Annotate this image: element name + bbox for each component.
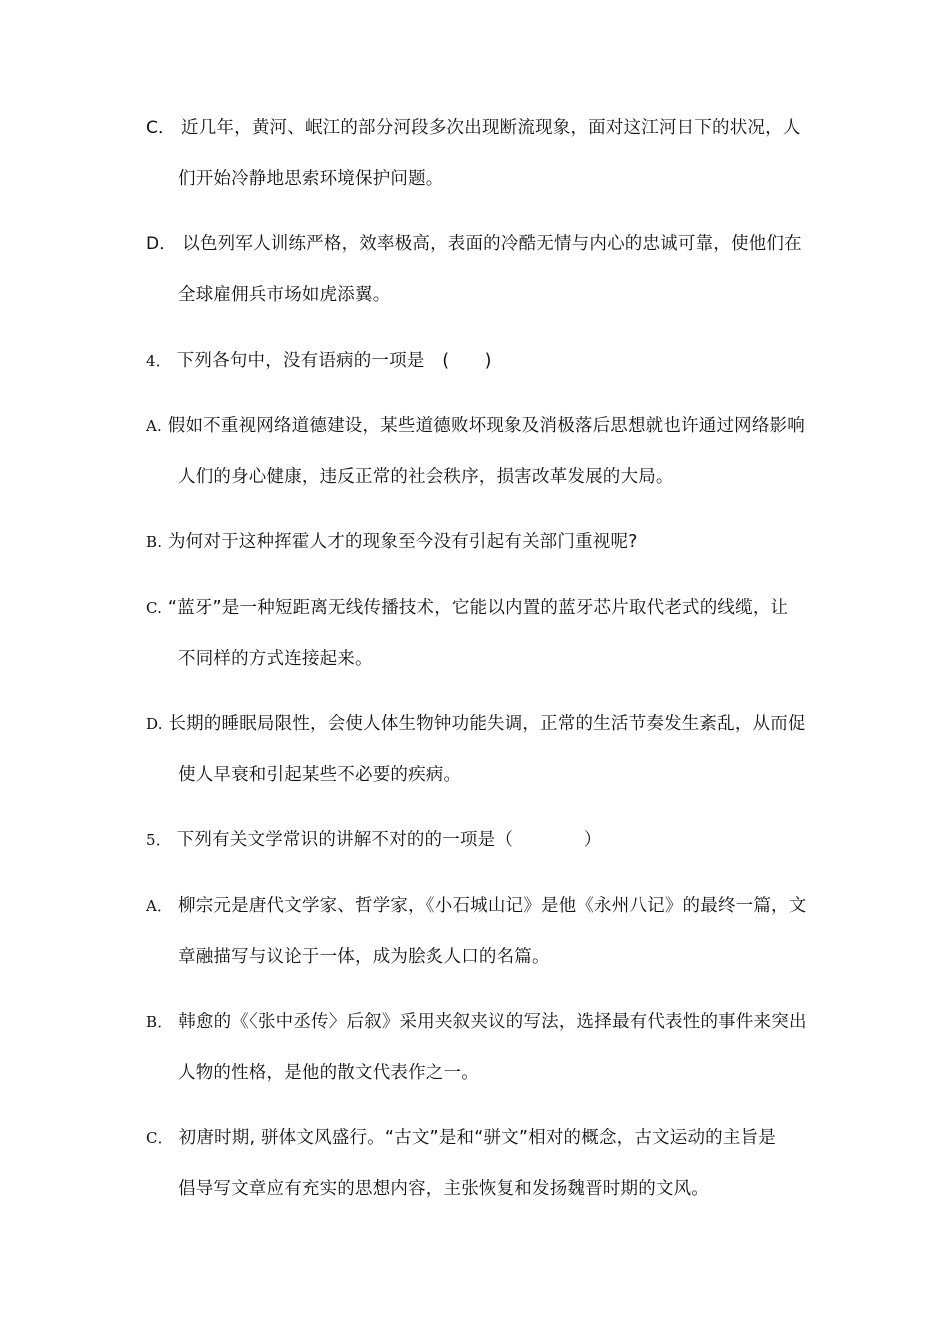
question-number: 4． <box>146 352 171 370</box>
q4-option-c-line-2: 不同样的方式连接起来。 <box>178 649 373 669</box>
q4-option-a-line-1 <box>146 415 805 437</box>
option-marker: B. <box>146 533 163 551</box>
option-marker: A. <box>146 417 163 435</box>
q5-option-a-line-2: 章融描写与议论于一体，成为脍炙人口的名篇。 <box>178 947 550 967</box>
option-marker: A． <box>146 897 173 915</box>
q4-option-d-line-2: 使人早衰和引起某些不必要的疾病。 <box>178 765 462 785</box>
q5-option-b-line-2: 人物的性格，是他的散文代表作之一。 <box>178 1063 479 1083</box>
option-text: 韩愈的《〈张中丞传〉后叙》采用夹叙夹议的写法，选择最有代表性的事件来突出 <box>178 1012 807 1032</box>
option-marker: C． <box>146 1129 173 1147</box>
q4-option-d-line-1 <box>146 713 806 735</box>
q4-option-b-line-1 <box>146 531 638 553</box>
option-marker: D． <box>146 234 177 254</box>
q5-option-c-line-2: 倡导写文章应有充实的思想内容，主张恢复和发扬魏晋时期的文风。 <box>178 1179 709 1199</box>
option-text: 长期的睡眠局限性，会使人体生物钟功能失调，正常的生活节奏发生紊乱，从而促 <box>168 714 806 734</box>
option-marker: C． <box>146 118 176 138</box>
question-text: 下列有关文学常识的讲解不对的的一项是（ ） <box>176 830 602 850</box>
option-marker: D. <box>146 715 163 733</box>
q5-option-a-line-1 <box>146 895 806 917</box>
option-c-line-1 <box>146 117 801 139</box>
option-text: 假如不重视网络道德建设，某些道德败坏现象及消极落后思想就也许通过网络影响 <box>167 416 805 436</box>
option-text: 以色列军人训练严格，效率极高，表面的冷酷无情与内心的忠诚可靠，使他们在 <box>182 234 802 254</box>
option-d-line-2: 全球雇佣兵市场如虎添翼。 <box>178 285 391 305</box>
question-5 <box>146 829 602 851</box>
q4-option-c-line-1 <box>146 597 788 619</box>
option-text: 初唐时期, 骈体文风盛行。“古文”是和“骈文”相对的概念，古文运动的主旨是 <box>178 1128 776 1148</box>
q5-option-c-line-1 <box>146 1127 776 1149</box>
q4-option-a-line-2: 人们的身心健康，违反正常的社会秩序，损害改革发展的大局。 <box>178 467 674 487</box>
option-d-line-1 <box>146 233 802 255</box>
option-text: 柳宗元是唐代文学家、哲学家，《小石城山记》是他《永州八记》的最终一篇，文 <box>178 896 807 916</box>
option-marker: C. <box>146 599 163 617</box>
option-c-line-2: 们开始冷静地思索环境保护问题。 <box>178 169 444 189</box>
question-number: 5． <box>146 831 171 849</box>
option-marker: B． <box>146 1013 173 1031</box>
question-4 <box>146 350 492 372</box>
option-text: 为何对于这种挥霍人才的现象至今没有引起有关部门重视呢? <box>167 532 638 552</box>
q5-option-b-line-1 <box>146 1011 807 1033</box>
option-text: “蓝牙”是一种短距离无线传播技术，它能以内置的蓝牙芯片取代老式的线缆，让 <box>167 598 789 618</box>
question-text: 下列各句中，没有语病的一项是 ( ) <box>176 351 492 371</box>
option-text: 近几年，黄河、岷江的部分河段多次出现断流现象，面对这江河日下的状况，人 <box>181 118 801 138</box>
